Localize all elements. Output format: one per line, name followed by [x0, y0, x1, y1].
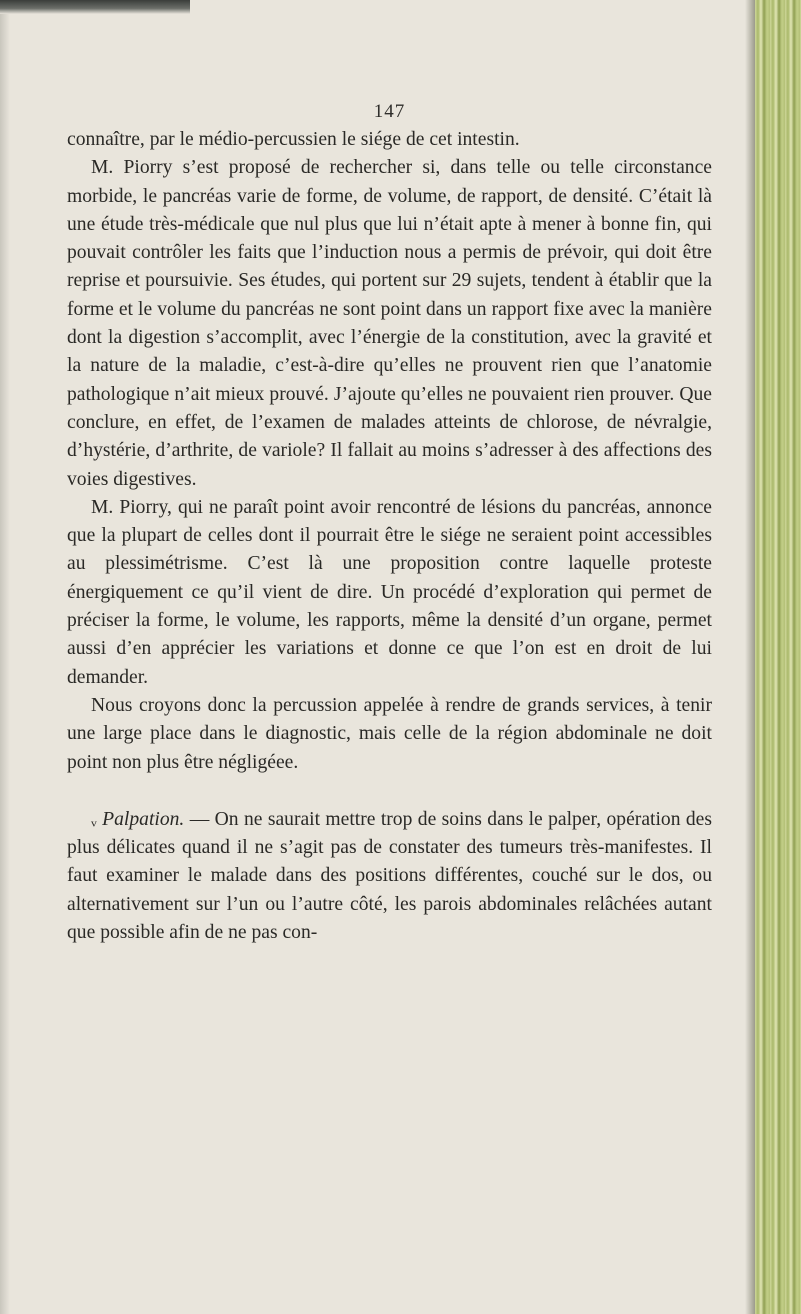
book-binding-edge [755, 0, 801, 1314]
page-number: 147 [373, 101, 406, 122]
section-text: — On ne saurait mettre trop de soins dans le palper, opération des plus délicates quand il ne s’agit pas de constater des tumeurs très-manifestes. Il faut examiner le malade dans des positions différentes, couché sur le dos, ou alternativement sur l’un ou l’autre côté, les parois abdominales relâchées autant que possible afin de ne pas con- [67, 808, 712, 944]
scan-left-edge [0, 0, 10, 1314]
section-marker: ᵥ [91, 808, 97, 830]
paragraph-2: M. Piorry s’est proposé de rechercher si, dans telle ou telle circonstance morbide, le pancréas varie de forme, de volume, de rapport, de densité. C’était là une étude très-médicale que nul plus que lui n’était apte à mener à bonne fin, qui pouvait contrôler les faits que l’induction nous a permis de prévoir, qui doit être reprise et poursuivie. Ses études, qui portent sur 29 sujets, tendent à établir que la forme et le volume du pancréas ne sont point dans un rapport fixe avec la manière dont la digestion s’accomplit, avec l’énergie de la constitution, avec la gravité et la nature de la maladie, c’est-à-dire qu’elles ne prouvent rien que l’anatomie pathologique n’ait mieux prouvé. J’ajoute qu’elles ne pouvaient rien prouver. Que conclure, en effet, de l’examen de malades atteints de chlorose, de névralgie, d’hystérie, d’arthrite, de variole? Il fallait au moins s’adresser à des affections des voies digestives. [67, 157, 712, 490]
page-text [67, 126, 712, 947]
section-title: Palpation. [102, 808, 185, 830]
binding-shadow [745, 0, 755, 1314]
paragraph-3: M. Piorry, qui ne paraît point avoir rencontré de lésions du pancréas, annonce que la plupart de celles dont il pourrait être le siége ne seraient point accessibles au plessimétrisme. C’est là une proposition contre laquelle proteste énergiquement ce qu’il vient de dire. Un procédé d’exploration qui permet de préciser la forme, le volume, les rapports, même la densité d’un organe, permet aussi d’en apprécier les variations et donne ce que l’on est en droit de lui demander. [67, 496, 712, 688]
paragraph-1: connaître, par le médio-percussien le siége de cet intestin. [67, 129, 520, 150]
paragraph-4: Nous croyons donc la percussion appelée à rendre de grands services, à tenir une large place dans le diagnostic, mais celle de la région abdominale ne doit point non plus être négligéee. [67, 694, 712, 773]
section-palpation [67, 806, 712, 947]
book-page [67, 0, 712, 1314]
section-gap [67, 777, 712, 806]
